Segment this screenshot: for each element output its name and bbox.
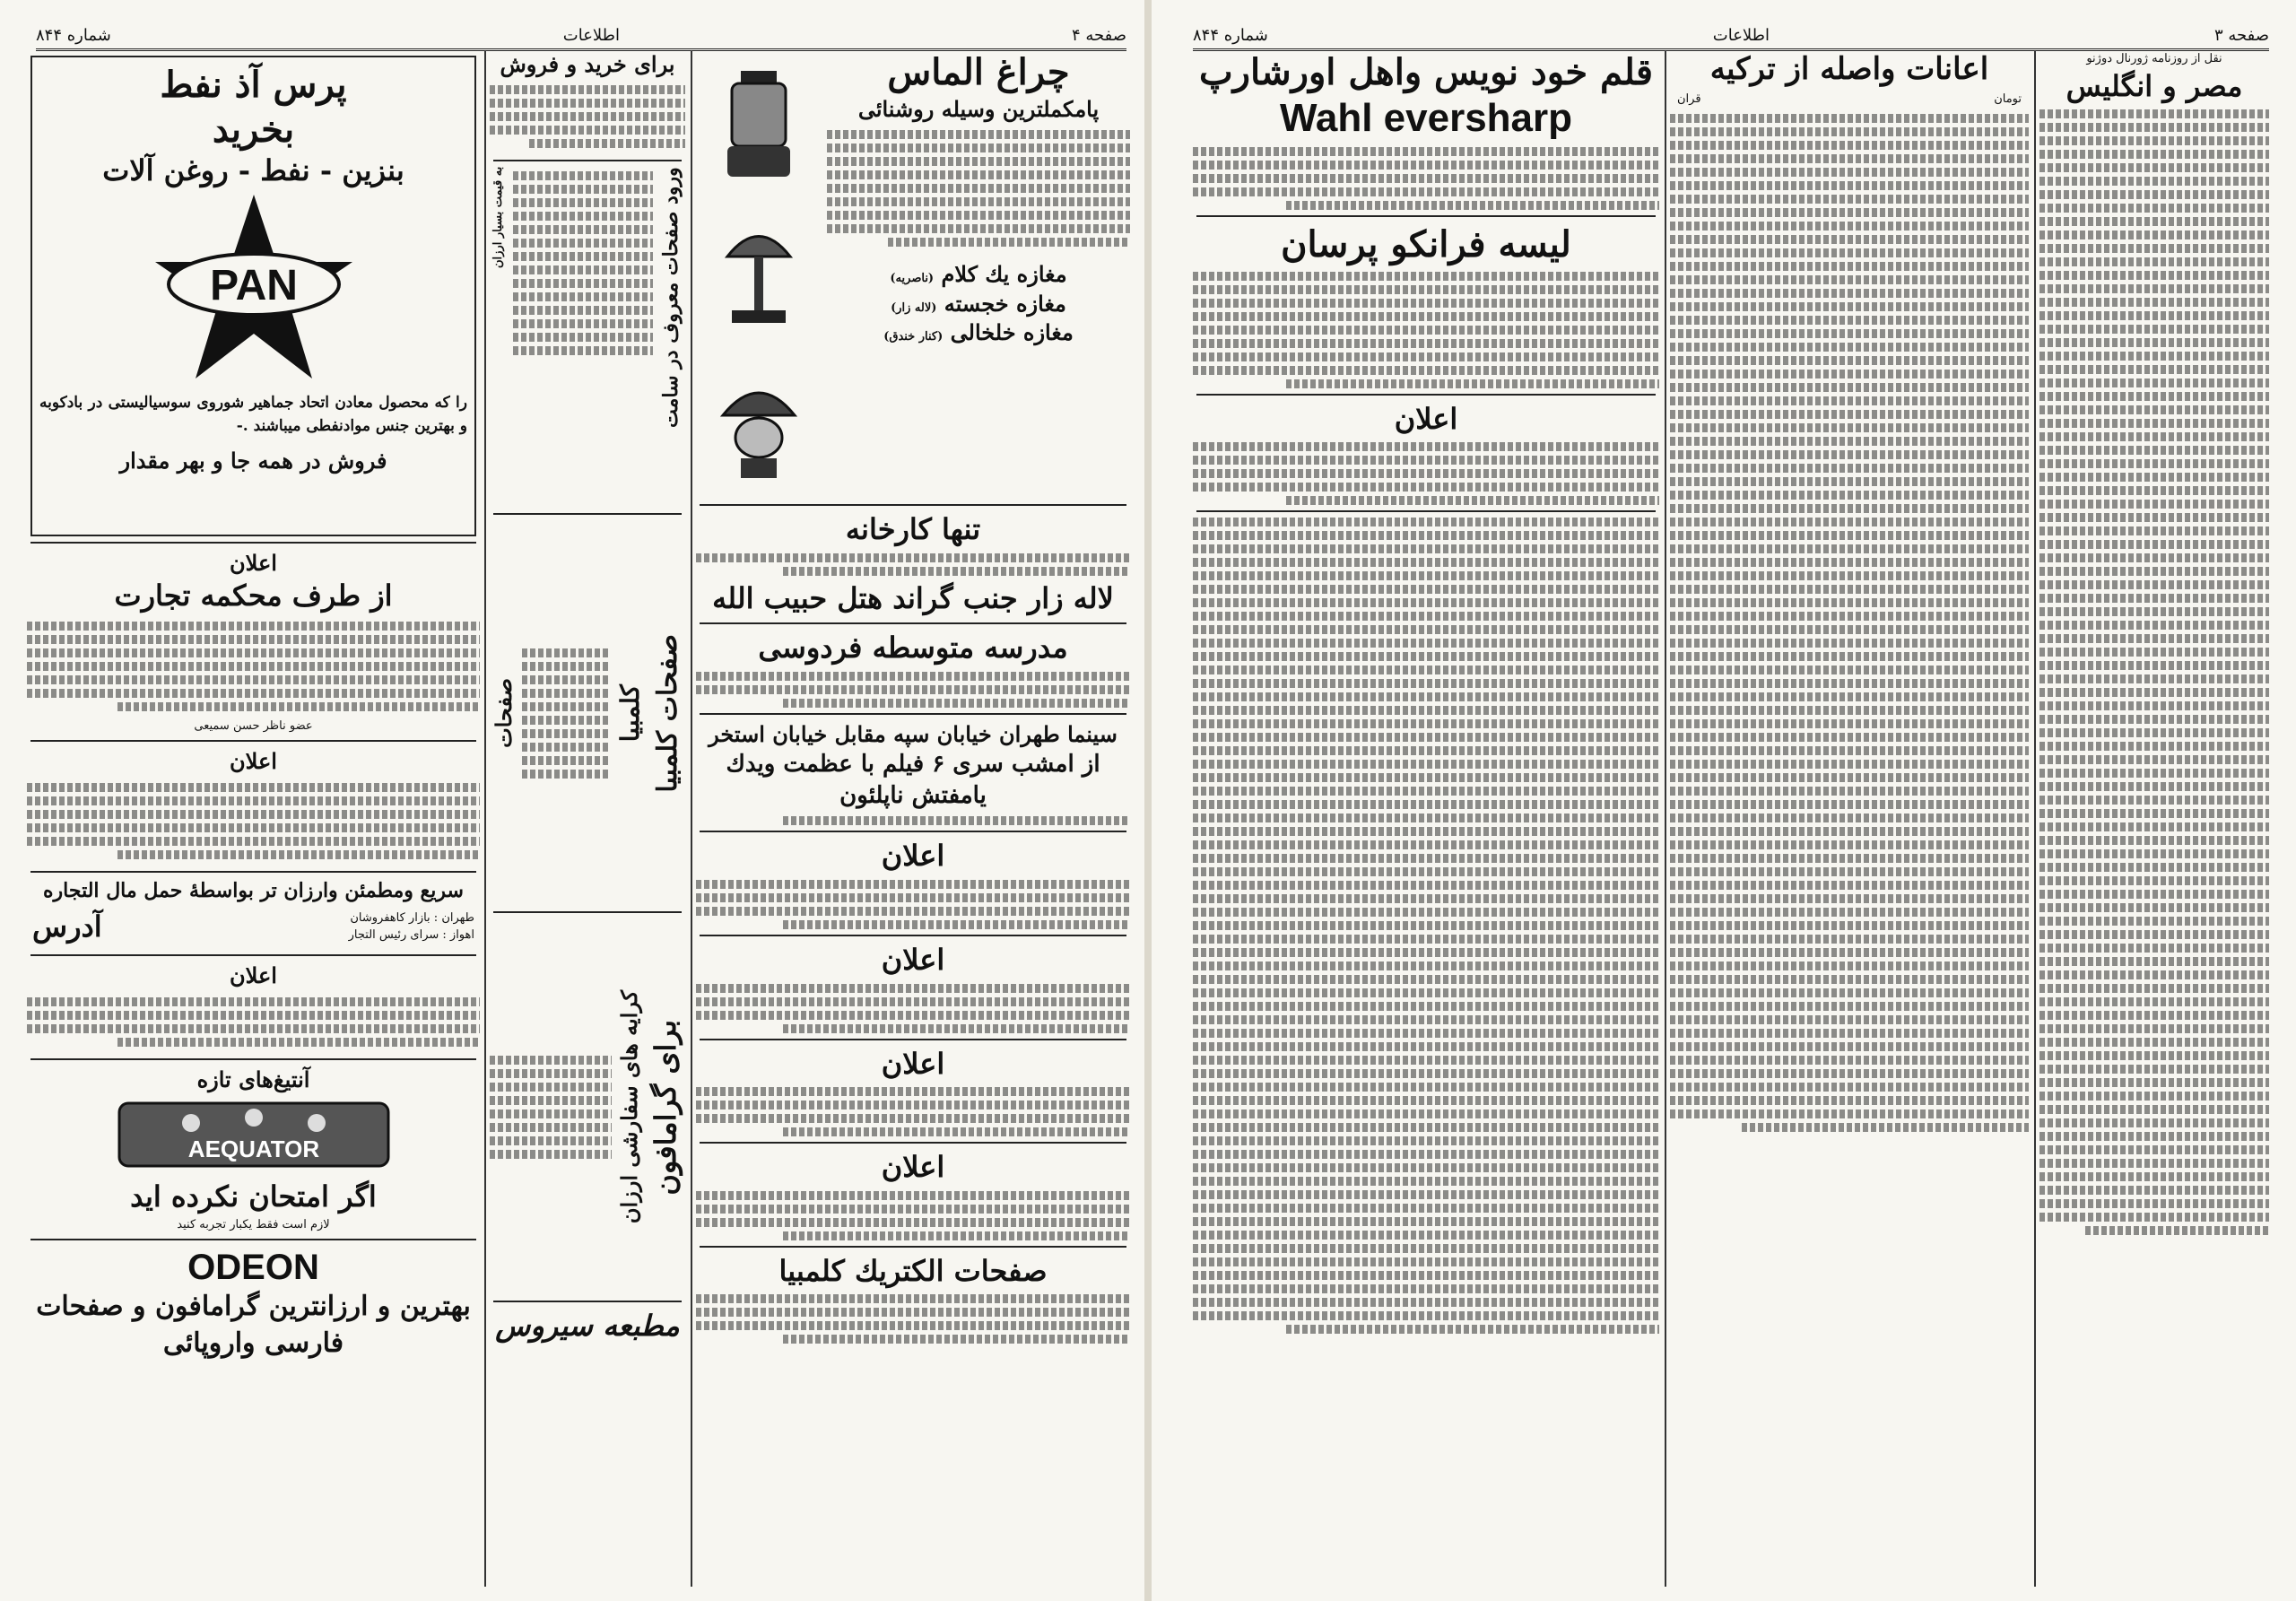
cinema-ad <box>696 720 1130 826</box>
gramophone-v-title: برای گرامافون <box>648 1019 683 1196</box>
factory-line: لاله زار جنب گراند هتل حبیب الله <box>712 580 1114 615</box>
lamp-shop1-note: (ناصریه) <box>890 272 935 286</box>
lamp-shop3-note: (کنار خندق) <box>883 330 944 344</box>
pan-line1: پرس آذ نفط <box>160 64 347 106</box>
notice-mid-1-title: اعلان <box>881 839 945 874</box>
lamp-shop1: مغازه یك كلام <box>941 261 1067 288</box>
lamp-shop3: مغازه خلخالی <box>950 319 1074 346</box>
columbia-vertical-ad <box>490 520 685 906</box>
transport-title: سریع ومطمئن وارزان تر بواسطهٔ حمل مال التجاره <box>43 878 464 902</box>
notice-right <box>1193 401 1659 506</box>
notice-mid-1 <box>696 838 1130 929</box>
notice-court-subtitle: از طرف محکمه تجارت <box>114 579 393 613</box>
odeon-line2: فارسی واروپائی <box>162 1327 344 1359</box>
columbia-v-line2: کلمبیا <box>614 684 645 743</box>
odeon-brand: ODEON <box>187 1248 319 1288</box>
lantern-icon <box>709 62 808 187</box>
pan-line2: بخرید <box>212 109 295 151</box>
columbia-records-ad <box>696 1253 1130 1344</box>
printer-name: مطبعه سیروس <box>495 1309 680 1344</box>
turkey-title: اعانات واصله از ترکیه <box>1709 51 1989 87</box>
right-page <box>1152 0 2296 1601</box>
hanging-lamp-icon <box>709 361 808 487</box>
rare-records-phrase: به قیمت بسیار ارزان <box>491 167 505 269</box>
cinema-film: از امشب سری ۶ فیلم با عظمت ویدك یامفتش ناپلئون <box>726 751 1100 810</box>
egypt-england-article <box>2039 50 2269 1235</box>
notice-court-title: اعلان <box>230 550 277 576</box>
left-page-number: صفحه ۴ <box>1071 26 1126 45</box>
pan-logo-text: PAN <box>209 261 298 309</box>
columbia-v-line1: صفحات کلمبیا <box>652 634 683 793</box>
article-title: مصر و انگلیس <box>2066 68 2243 103</box>
lamp-subtitle: پامکملترین وسیله روشنائی <box>857 96 1100 122</box>
transport-address-label: آدرس <box>32 909 102 944</box>
pan-star-logo-icon <box>151 190 357 387</box>
transport-line1: طهران : بازار کاهفروشان <box>350 910 474 925</box>
blades-brand: AEQUATOR <box>187 1135 319 1162</box>
rare-records-title: ورود صفحات معروف در سامت <box>659 167 683 429</box>
turkey-col-toman: تومان <box>1994 91 2022 106</box>
lycee-ad <box>1193 222 1659 388</box>
odeon-ad <box>27 1246 480 1362</box>
turkey-donations <box>1670 50 2029 1132</box>
pan-line3: بنزین - نفط - روغن آلات <box>102 153 404 187</box>
razor-blades-ad <box>27 1066 480 1233</box>
gramophone-v-subtitle: کرایه های سفارشی ارزان <box>616 990 643 1224</box>
blades-slogan: اگر امتحان نکرده اید <box>130 1179 377 1214</box>
notice-2-title: اعلان <box>230 748 277 775</box>
wahl-title: قلم خود نویس واهل اورشارپ <box>1198 51 1654 93</box>
factory-ad <box>696 511 1130 617</box>
notice-mid-3 <box>696 1046 1130 1137</box>
notice-3-title: اعلان <box>230 962 277 989</box>
page-gutter <box>1144 0 1152 1601</box>
notice-right-title: اعلان <box>1394 401 1458 436</box>
registration-notices <box>1193 518 1659 1334</box>
article-source: نقل از روزنامه ژورنال دوژنو <box>2086 52 2222 65</box>
lycee-title: لیسه فرانکو پرسان <box>1281 222 1571 265</box>
right-col-notices <box>1193 50 1659 1587</box>
pan-body: را که محصول معادن اتحاد جماهیر شوروی سوسیالیستی در بادکوبه و بهترین جنس موادنفطی میباشند .- <box>39 393 467 435</box>
turkey-col-qran: قران <box>1677 91 1701 106</box>
left-issue: شماره ۸۴۴ <box>36 26 111 45</box>
lamp-shop2-note: (لاله زار) <box>891 300 937 315</box>
right-page-header <box>1193 9 2269 51</box>
pan-footer: فروش در همه جا و بهر مقدار <box>119 448 387 474</box>
pan-oil-ad <box>30 56 476 536</box>
notice-court <box>27 549 480 735</box>
right-issue: شماره ۸۴۴ <box>1193 26 1268 45</box>
notice-mid-4 <box>696 1149 1130 1240</box>
blades-title: آنتیغ‌های تازه <box>196 1066 310 1092</box>
buy-sell-title: برای خرید و فروش <box>500 51 675 77</box>
notice-mid-2 <box>696 942 1130 1033</box>
right-col-turkey <box>1670 50 2029 1587</box>
notice-mid-3-title: اعلان <box>881 1046 945 1081</box>
diamond-lamp-ad <box>696 50 1130 499</box>
lamp-shop2: مغازه خجسته <box>944 290 1066 317</box>
left-paper: اطلاعات <box>562 26 621 45</box>
right-paper: اطلاعات <box>1712 26 1770 45</box>
left-col-small <box>490 50 685 1587</box>
lamp-title: چراغ الماس <box>887 51 1070 93</box>
factory-title: تنها کارخانه <box>845 512 981 546</box>
rare-records-ad <box>490 167 685 508</box>
lamp-illustrations <box>696 50 822 499</box>
school-ad <box>696 630 1130 708</box>
gramophone-vertical-ad <box>490 918 685 1295</box>
left-col-main <box>696 50 1130 1587</box>
notice-mid-4-title: اعلان <box>881 1150 945 1185</box>
wahl-brand: Wahl eversharp <box>1279 96 1573 140</box>
notice-court-signature: عضو ناظر حسن سمیعی <box>194 718 313 733</box>
cinema-title: سینما طهران خیابان سپه مقابل خیابان استخر <box>709 720 1118 747</box>
columbia-v-line3: صفحات <box>491 678 517 749</box>
right-page-number: صفحه ۳ <box>2213 26 2269 45</box>
left-page-header <box>36 9 1126 51</box>
wahl-ad <box>1193 50 1659 210</box>
table-lamp-icon <box>709 212 808 337</box>
transport-line2: اهواز : سرای رئیس التجار <box>348 928 474 943</box>
blades-note: لازم است فقط یکبار تجربه کنید <box>177 1217 330 1231</box>
notice-2 <box>27 747 480 865</box>
notice-mid-2-title: اعلان <box>881 942 945 977</box>
transport-ad <box>27 878 480 949</box>
odeon-line1: بهترین و ارزانترین گرامافون و صفحات <box>36 1291 471 1323</box>
school-title: مدرسه متوسطه فردوسی <box>758 631 1068 666</box>
razor-blade-icon <box>110 1094 397 1175</box>
right-col-article <box>2039 50 2269 1587</box>
columbia-records-title: صفحات الكتريك كلمبيا <box>778 1253 1048 1288</box>
left-page <box>0 0 1144 1601</box>
left-col-ads <box>27 50 480 1587</box>
notice-3 <box>27 961 480 1052</box>
